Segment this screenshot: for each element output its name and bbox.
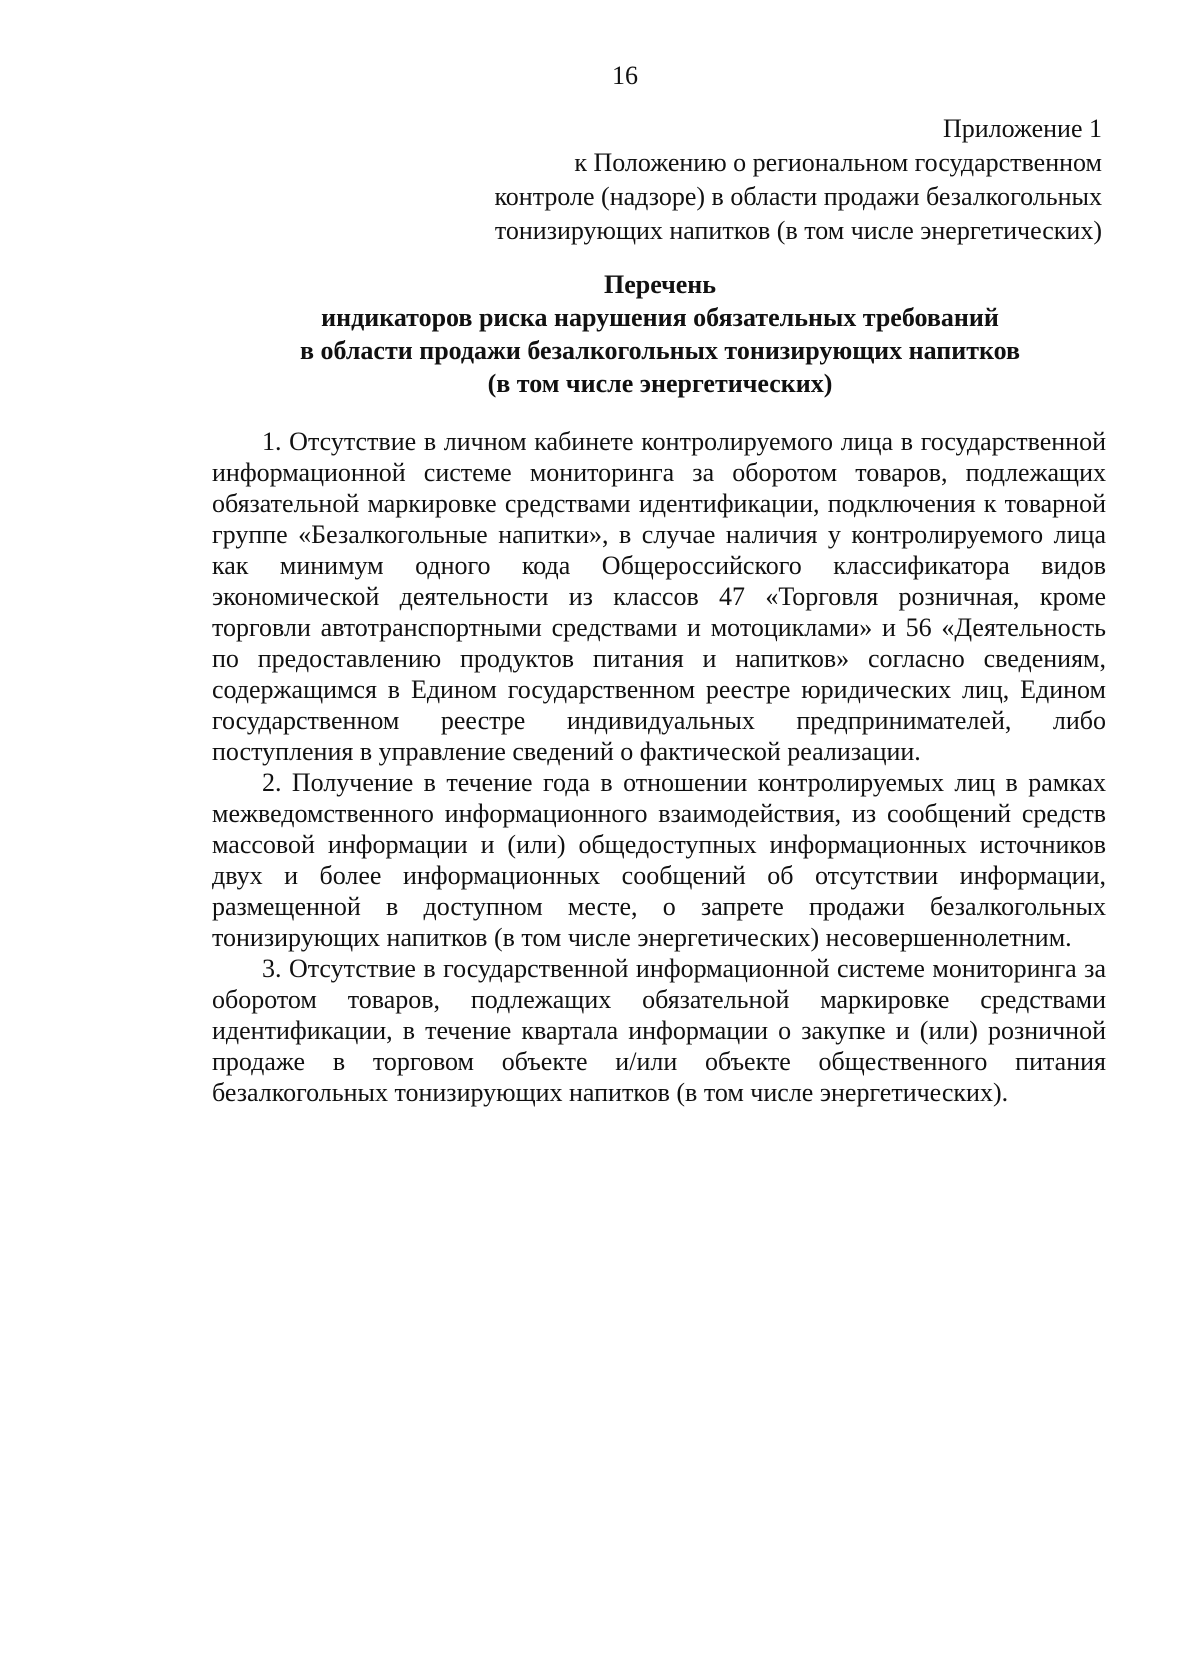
document-body [212,426,1106,1108]
heading-line-2: индикаторов риска нарушения обязательных требований [321,303,999,332]
document-heading [210,268,1110,400]
appendix-line-2: к Положению о региональном государственном [574,148,1102,177]
list-item-2: 2. Получение в течение года в отношении контролируемых лиц в рамках межведомственного информационного взаимодействия, из сообщений средств массовой информации и (или) общедоступных информационных источников двух и более информационных сообщений об отсутствии информации, размещенной в доступном месте, о запрете продажи безалкогольных тонизирующих напитков (в том числе энергетических) несовершеннолетним. [212,768,1106,952]
heading-line-4: (в том числе энергетических) [487,369,833,398]
list-item-1: 1. Отсутствие в личном кабинете контролируемого лица в государственной информационной системе мониторинга за оборотом товаров, подлежащих обязательной маркировке средствами идентификации, подключения к товарной группе «Безалкогольные напитки», в случае наличия у контролируемого лица как минимум одного кода Общероссийского классификатора видов экономической деятельности из классов 47 «Торговля розничная, кроме торговли автотранспортными средствами и мотоциклами» и 56 «Деятельность по предоставлению продуктов питания и напитков» согласно сведениям, содержащимся в Едином государственном реестре юридических лиц, Едином государственном реестре индивидуальных предпринимателей, либо поступления в управление сведений о фактической реализации. [212,427,1106,766]
heading-line-3: в области продажи безалкогольных тонизирующих напитков [299,336,1021,365]
page-number-text: 16 [612,61,638,90]
appendix-line-1: Приложение 1 [942,114,1102,143]
appendix-line-3: контроле (надзоре) в области продажи безалкогольных [494,182,1102,211]
appendix-line-4: тонизирующих напитков (в том числе энергетических) [494,216,1102,245]
appendix-reference [462,112,1102,248]
heading-line-1: Перечень [603,270,717,299]
page-number [0,60,1200,92]
list-item-3: 3. Отсутствие в государственной информационной системе мониторинга за оборотом товаров, подлежащих обязательной маркировке средствами идентификации, в течение квартала информации о закупке и (или) розничной продаже в торговом объекте и/или объекте общественного питания безалкогольных тонизирующих напитков (в том числе энергетических). [212,954,1106,1107]
